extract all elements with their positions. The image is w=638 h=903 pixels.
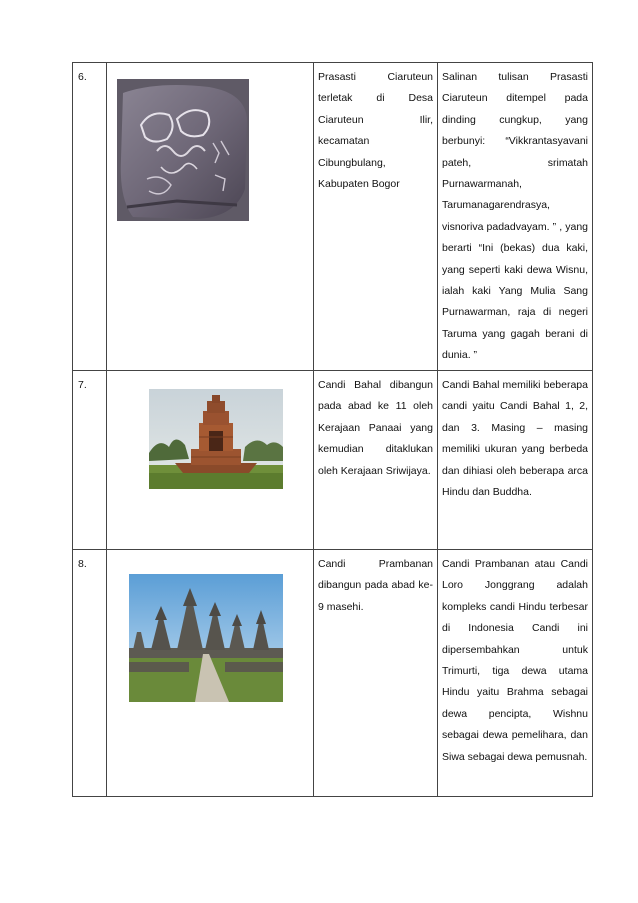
- image-cell: [107, 550, 314, 797]
- ciaruteun-inscription-image: [117, 79, 249, 221]
- description-cell: [314, 371, 438, 550]
- description-text: Prasasti Ciaruteun terletak di Desa Ciaruteun Ilir, kecamatan Cibungbulang, Kabupaten Bogor: [318, 71, 433, 191]
- description-text: Candi Bahal dibangun pada abad ke 11 oleh Kerajaan Panaai yang kemudian ditaklukan oleh Kerajaan Sriwijaya.: [318, 379, 433, 477]
- image-cell: [107, 371, 314, 550]
- row-number: 6.: [73, 63, 107, 371]
- image-cell: [107, 63, 314, 371]
- description-cell: [314, 63, 438, 371]
- candi-bahal-image: [149, 389, 283, 489]
- candi-prambanan-image: [129, 574, 283, 702]
- note-cell: [438, 371, 593, 550]
- note-text: Candi Prambanan atau Candi Loro Jonggrang adalah kompleks candi Hindu terbesar di Indonesia Candi ini dipersembahkan untuk Trimurti, tiga dewa utama Hindu yaitu Brahma sebagai dewa pencipta, Wishnu sebagai dewa pemelihara, dan Siwa sebagai dewa pemusnah.: [442, 558, 588, 763]
- table-row: [73, 550, 593, 797]
- row-number: 8.: [73, 550, 107, 797]
- note-text: Salinan tulisan Prasasti Ciaruteun ditempel pada dinding cungkup, yang berbunyi: “Vikkrantasyavani pateh, srimatah Purnawarmanah, Tarumanagarendrasya, visnoriva padadvayam. ” , yang berarti “Ini (bekas) dua kaki, yang seperti kaki dewa Wisnu, ialah kaki Yang Mulia Sang Purnawarman, raja di negeri Taruma yang gagah berani di dunia. ”: [442, 71, 588, 362]
- row-number: 7.: [73, 371, 107, 550]
- description-text: Candi Prambanan dibangun pada abad ke-9 masehi.: [318, 558, 433, 613]
- note-cell: [438, 550, 593, 797]
- note-cell: [438, 63, 593, 371]
- note-text: Candi Bahal memiliki beberapa candi yaitu Candi Bahal 1, 2, dan 3. Masing – masing memiliki ukuran yang berbeda dan dihiasi oleh beberapa arca Hindu dan Buddha.: [442, 379, 588, 499]
- description-cell: [314, 550, 438, 797]
- table-row: [73, 371, 593, 550]
- temple-table: [72, 62, 593, 797]
- table-row: [73, 63, 593, 371]
